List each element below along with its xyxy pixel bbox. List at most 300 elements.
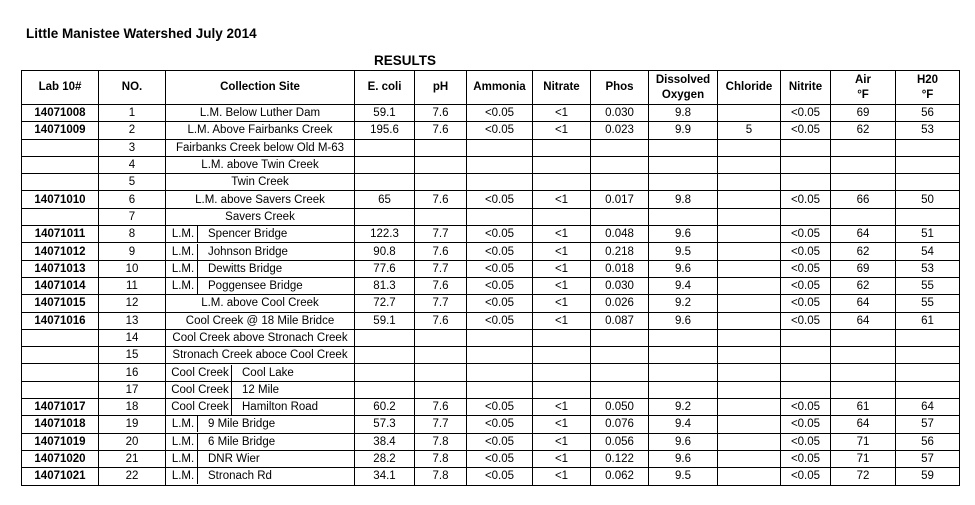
cell-lab: 14071017 (22, 399, 99, 416)
cell-nitrate (533, 347, 591, 364)
site-split (169, 399, 351, 415)
site-split (169, 261, 351, 277)
cell-nitrate (533, 174, 591, 191)
cell-nitrate (533, 139, 591, 156)
cell-site (166, 277, 355, 294)
cell-nitrate: <1 (533, 277, 591, 294)
site-prefix: Cool Creek (169, 399, 232, 415)
table-row (22, 139, 960, 156)
column-header-label: Lab 10# (38, 81, 82, 93)
cell-ammonia (467, 364, 533, 381)
cell-no: 18 (99, 399, 166, 416)
cell-phos (591, 381, 649, 398)
cell-ph: 7.6 (415, 191, 467, 208)
column-header-label: pH (432, 81, 449, 93)
cell-site: Stronach Creek aboce Cool Creek (166, 347, 355, 364)
section-title: RESULTS (373, 53, 436, 68)
column-header-ph (415, 71, 467, 105)
cell-no: 5 (99, 174, 166, 191)
cell-lab: 14071009 (22, 122, 99, 139)
cell-h2o: 56 (896, 433, 960, 450)
cell-ph: 7.7 (415, 226, 467, 243)
site-prefix: L.M. (169, 244, 198, 260)
cell-nitrite (781, 347, 831, 364)
cell-ecoli (355, 381, 415, 398)
cell-h2o (896, 329, 960, 346)
cell-lab (22, 208, 99, 225)
cell-site: L.M. above Savers Creek (166, 191, 355, 208)
table-row (22, 243, 960, 260)
cell-ecoli: 34.1 (355, 468, 415, 485)
cell-lab (22, 139, 99, 156)
cell-site (166, 243, 355, 260)
cell-site (166, 399, 355, 416)
cell-chloride (718, 329, 781, 346)
cell-ammonia: <0.05 (467, 468, 533, 485)
cell-do: 9.5 (649, 468, 718, 485)
column-header-sublabel: Oxygen (661, 88, 705, 101)
site-split (169, 434, 351, 450)
cell-h2o (896, 364, 960, 381)
cell-ph (415, 156, 467, 173)
table-row (22, 208, 960, 225)
cell-air (831, 329, 896, 346)
cell-ammonia: <0.05 (467, 277, 533, 294)
cell-ammonia: <0.05 (467, 122, 533, 139)
cell-ecoli: 72.7 (355, 295, 415, 312)
cell-chloride (718, 139, 781, 156)
table-row (22, 277, 960, 294)
cell-h2o (896, 156, 960, 173)
cell-chloride (718, 399, 781, 416)
cell-ph (415, 329, 467, 346)
cell-lab (22, 329, 99, 346)
cell-ph: 7.7 (415, 260, 467, 277)
column-header-site (166, 71, 355, 105)
cell-site (166, 260, 355, 277)
cell-nitrate: <1 (533, 243, 591, 260)
cell-h2o: 59 (896, 468, 960, 485)
cell-nitrite: <0.05 (781, 243, 831, 260)
table-row (22, 191, 960, 208)
cell-site: L.M. above Cool Creek (166, 295, 355, 312)
cell-nitrite: <0.05 (781, 105, 831, 122)
site-prefix: L.M. (169, 434, 198, 450)
cell-site: Fairbanks Creek below Old M-63 (166, 139, 355, 156)
cell-do: 9.4 (649, 416, 718, 433)
cell-ph: 7.6 (415, 277, 467, 294)
cell-chloride (718, 364, 781, 381)
cell-do: 9.6 (649, 226, 718, 243)
cell-do: 9.2 (649, 399, 718, 416)
cell-no: 8 (99, 226, 166, 243)
cell-lab: 14071014 (22, 277, 99, 294)
cell-lab: 14071019 (22, 433, 99, 450)
cell-site (166, 381, 355, 398)
cell-ecoli: 122.3 (355, 226, 415, 243)
cell-phos: 0.076 (591, 416, 649, 433)
cell-ph: 7.8 (415, 450, 467, 467)
cell-do: 9.5 (649, 243, 718, 260)
cell-no: 21 (99, 450, 166, 467)
column-header-phos (591, 71, 649, 105)
table-row (22, 399, 960, 416)
column-header-h2o (896, 71, 960, 105)
cell-no: 12 (99, 295, 166, 312)
site-prefix: L.M. (169, 278, 198, 294)
cell-ecoli: 57.3 (355, 416, 415, 433)
cell-chloride (718, 381, 781, 398)
cell-phos: 0.050 (591, 399, 649, 416)
cell-air: 62 (831, 243, 896, 260)
column-header-label: NO. (121, 81, 143, 93)
cell-phos: 0.030 (591, 277, 649, 294)
column-header-do (649, 71, 718, 105)
site-location: DNR Wier (208, 453, 260, 466)
cell-nitrite: <0.05 (781, 277, 831, 294)
cell-no: 7 (99, 208, 166, 225)
table-row (22, 105, 960, 122)
cell-do: 9.8 (649, 191, 718, 208)
cell-lab: 14071013 (22, 260, 99, 277)
cell-nitrite: <0.05 (781, 260, 831, 277)
cell-air: 62 (831, 122, 896, 139)
site-split (169, 382, 351, 398)
cell-ecoli: 59.1 (355, 105, 415, 122)
cell-phos: 0.048 (591, 226, 649, 243)
cell-lab (22, 174, 99, 191)
site-split (169, 416, 351, 432)
cell-ph (415, 347, 467, 364)
cell-nitrite: <0.05 (781, 191, 831, 208)
cell-no: 2 (99, 122, 166, 139)
cell-site (166, 450, 355, 467)
cell-no: 4 (99, 156, 166, 173)
cell-ph: 7.7 (415, 295, 467, 312)
cell-do: 9.6 (649, 450, 718, 467)
cell-lab: 14071021 (22, 468, 99, 485)
cell-do (649, 364, 718, 381)
cell-air (831, 347, 896, 364)
cell-air (831, 174, 896, 191)
cell-air (831, 364, 896, 381)
cell-no: 9 (99, 243, 166, 260)
cell-chloride (718, 226, 781, 243)
cell-air (831, 381, 896, 398)
cell-ecoli (355, 364, 415, 381)
column-header-label: Nitrite (788, 81, 823, 93)
cell-lab: 14071010 (22, 191, 99, 208)
column-header-label: Chloride (725, 81, 773, 93)
site-split (169, 278, 351, 294)
cell-nitrate: <1 (533, 226, 591, 243)
table-row (22, 156, 960, 173)
cell-h2o: 53 (896, 122, 960, 139)
table-row (22, 174, 960, 191)
cell-nitrate: <1 (533, 260, 591, 277)
column-header-sublabel: °F (921, 88, 934, 101)
column-header-label: Nitrate (543, 81, 580, 93)
cell-ecoli: 38.4 (355, 433, 415, 450)
table-row (22, 381, 960, 398)
cell-site (166, 433, 355, 450)
column-header-label: E. coli (367, 81, 402, 93)
cell-no: 10 (99, 260, 166, 277)
cell-ecoli (355, 139, 415, 156)
cell-nitrite (781, 156, 831, 173)
cell-ecoli: 28.2 (355, 450, 415, 467)
cell-nitrite (781, 329, 831, 346)
table-row (22, 468, 960, 485)
table-row (22, 226, 960, 243)
cell-nitrate: <1 (533, 191, 591, 208)
cell-ph: 7.6 (415, 399, 467, 416)
cell-ammonia (467, 174, 533, 191)
cell-ph: 7.6 (415, 243, 467, 260)
cell-phos: 0.026 (591, 295, 649, 312)
cell-nitrite: <0.05 (781, 312, 831, 329)
cell-chloride (718, 433, 781, 450)
cell-no: 16 (99, 364, 166, 381)
cell-chloride (718, 295, 781, 312)
cell-no: 19 (99, 416, 166, 433)
cell-nitrate: <1 (533, 416, 591, 433)
cell-ph (415, 174, 467, 191)
cell-ecoli: 59.1 (355, 312, 415, 329)
cell-ammonia: <0.05 (467, 260, 533, 277)
site-prefix: L.M. (169, 451, 198, 467)
cell-phos: 0.056 (591, 433, 649, 450)
table-row (22, 295, 960, 312)
cell-phos: 0.062 (591, 468, 649, 485)
cell-nitrate (533, 208, 591, 225)
cell-air: 62 (831, 277, 896, 294)
site-location: 6 Mile Bridge (208, 435, 276, 448)
cell-no: 22 (99, 468, 166, 485)
cell-h2o: 50 (896, 191, 960, 208)
cell-nitrate: <1 (533, 312, 591, 329)
cell-phos (591, 364, 649, 381)
site-prefix: Cool Creek (169, 382, 232, 398)
cell-do (649, 347, 718, 364)
cell-h2o: 51 (896, 226, 960, 243)
cell-ecoli (355, 347, 415, 364)
cell-chloride (718, 208, 781, 225)
cell-h2o: 56 (896, 105, 960, 122)
site-prefix: L.M. (169, 468, 198, 484)
table-row (22, 347, 960, 364)
cell-phos (591, 156, 649, 173)
cell-ph: 7.6 (415, 105, 467, 122)
column-header-no (99, 71, 166, 105)
cell-h2o: 55 (896, 277, 960, 294)
cell-nitrite: <0.05 (781, 433, 831, 450)
cell-ecoli: 60.2 (355, 399, 415, 416)
cell-do: 9.4 (649, 277, 718, 294)
column-header-sublabel: °F (857, 88, 869, 101)
cell-nitrite (781, 174, 831, 191)
cell-lab (22, 156, 99, 173)
cell-nitrate: <1 (533, 295, 591, 312)
site-location: 9 Mile Bridge (208, 418, 276, 431)
cell-ammonia (467, 139, 533, 156)
cell-do (649, 139, 718, 156)
cell-ecoli (355, 156, 415, 173)
cell-ph: 7.6 (415, 312, 467, 329)
cell-ph (415, 139, 467, 156)
cell-ecoli: 195.6 (355, 122, 415, 139)
cell-do (649, 329, 718, 346)
cell-phos: 0.030 (591, 105, 649, 122)
cell-ecoli (355, 208, 415, 225)
site-split (169, 365, 351, 381)
cell-nitrate (533, 381, 591, 398)
cell-site: Savers Creek (166, 208, 355, 225)
site-location: Poggensee Bridge (208, 280, 303, 293)
cell-ammonia (467, 381, 533, 398)
cell-no: 11 (99, 277, 166, 294)
cell-air (831, 208, 896, 225)
site-split (169, 244, 351, 260)
cell-air: 71 (831, 433, 896, 450)
cell-ammonia: <0.05 (467, 191, 533, 208)
cell-chloride (718, 277, 781, 294)
cell-phos: 0.018 (591, 260, 649, 277)
cell-lab (22, 347, 99, 364)
cell-ammonia (467, 208, 533, 225)
column-header-ammonia (467, 71, 533, 105)
cell-lab: 14071015 (22, 295, 99, 312)
site-location: Dewitts Bridge (208, 262, 283, 275)
cell-lab: 14071011 (22, 226, 99, 243)
cell-nitrate (533, 156, 591, 173)
cell-air: 64 (831, 295, 896, 312)
cell-air: 66 (831, 191, 896, 208)
cell-chloride (718, 312, 781, 329)
cell-lab: 14071018 (22, 416, 99, 433)
cell-h2o: 55 (896, 295, 960, 312)
table-body (22, 105, 960, 486)
cell-air: 64 (831, 312, 896, 329)
table-row (22, 260, 960, 277)
cell-ammonia (467, 329, 533, 346)
cell-ammonia: <0.05 (467, 399, 533, 416)
cell-ammonia (467, 156, 533, 173)
cell-no: 14 (99, 329, 166, 346)
site-location: Johnson Bridge (208, 245, 288, 258)
site-split (169, 226, 351, 242)
cell-nitrite: <0.05 (781, 450, 831, 467)
cell-h2o: 54 (896, 243, 960, 260)
cell-do: 9.6 (649, 433, 718, 450)
cell-do: 9.9 (649, 122, 718, 139)
cell-ecoli: 65 (355, 191, 415, 208)
cell-nitrate: <1 (533, 450, 591, 467)
cell-nitrate: <1 (533, 122, 591, 139)
cell-phos: 0.017 (591, 191, 649, 208)
cell-site (166, 226, 355, 243)
cell-nitrate: <1 (533, 399, 591, 416)
site-prefix: L.M. (169, 226, 198, 242)
table-row (22, 364, 960, 381)
column-header-label: Air (855, 73, 871, 86)
cell-do: 9.2 (649, 295, 718, 312)
site-split (169, 468, 351, 484)
cell-no: 13 (99, 312, 166, 329)
cell-air: 64 (831, 416, 896, 433)
cell-chloride (718, 260, 781, 277)
cell-h2o (896, 174, 960, 191)
cell-lab: 14071008 (22, 105, 99, 122)
column-header-lab (22, 71, 99, 105)
cell-phos (591, 329, 649, 346)
cell-air: 72 (831, 468, 896, 485)
cell-do: 9.6 (649, 260, 718, 277)
column-header-label: Dissolved (655, 73, 711, 86)
column-header-nitrate (533, 71, 591, 105)
cell-nitrate (533, 364, 591, 381)
cell-ph: 7.8 (415, 468, 467, 485)
table-row (22, 450, 960, 467)
cell-nitrate: <1 (533, 468, 591, 485)
cell-nitrite: <0.05 (781, 122, 831, 139)
document-title: Little Manistee Watershed July 2014 (26, 26, 257, 41)
cell-lab (22, 364, 99, 381)
cell-ammonia: <0.05 (467, 312, 533, 329)
cell-ammonia: <0.05 (467, 243, 533, 260)
cell-nitrite: <0.05 (781, 468, 831, 485)
site-split (169, 451, 351, 467)
table-header-row (22, 71, 960, 105)
table-row (22, 312, 960, 329)
cell-h2o (896, 208, 960, 225)
cell-do (649, 208, 718, 225)
cell-chloride (718, 156, 781, 173)
cell-do (649, 174, 718, 191)
cell-chloride (718, 450, 781, 467)
cell-no: 1 (99, 105, 166, 122)
table-row (22, 329, 960, 346)
cell-ecoli (355, 174, 415, 191)
cell-h2o: 64 (896, 399, 960, 416)
cell-phos (591, 208, 649, 225)
cell-chloride: 5 (718, 122, 781, 139)
column-header-label: Collection Site (220, 81, 300, 93)
column-header-label: Ammonia (473, 81, 526, 93)
cell-nitrite (781, 139, 831, 156)
cell-chloride (718, 468, 781, 485)
cell-nitrite: <0.05 (781, 416, 831, 433)
cell-no: 3 (99, 139, 166, 156)
cell-h2o (896, 347, 960, 364)
cell-nitrite: <0.05 (781, 226, 831, 243)
cell-ph (415, 364, 467, 381)
table-row (22, 416, 960, 433)
cell-phos: 0.218 (591, 243, 649, 260)
table-row (22, 433, 960, 450)
cell-do (649, 381, 718, 398)
cell-h2o (896, 139, 960, 156)
site-location: 12 Mile (242, 383, 280, 396)
cell-chloride (718, 174, 781, 191)
cell-phos: 0.122 (591, 450, 649, 467)
cell-ecoli (355, 329, 415, 346)
cell-lab: 14071020 (22, 450, 99, 467)
cell-phos (591, 174, 649, 191)
cell-ph (415, 381, 467, 398)
column-header-air (831, 71, 896, 105)
cell-site (166, 364, 355, 381)
